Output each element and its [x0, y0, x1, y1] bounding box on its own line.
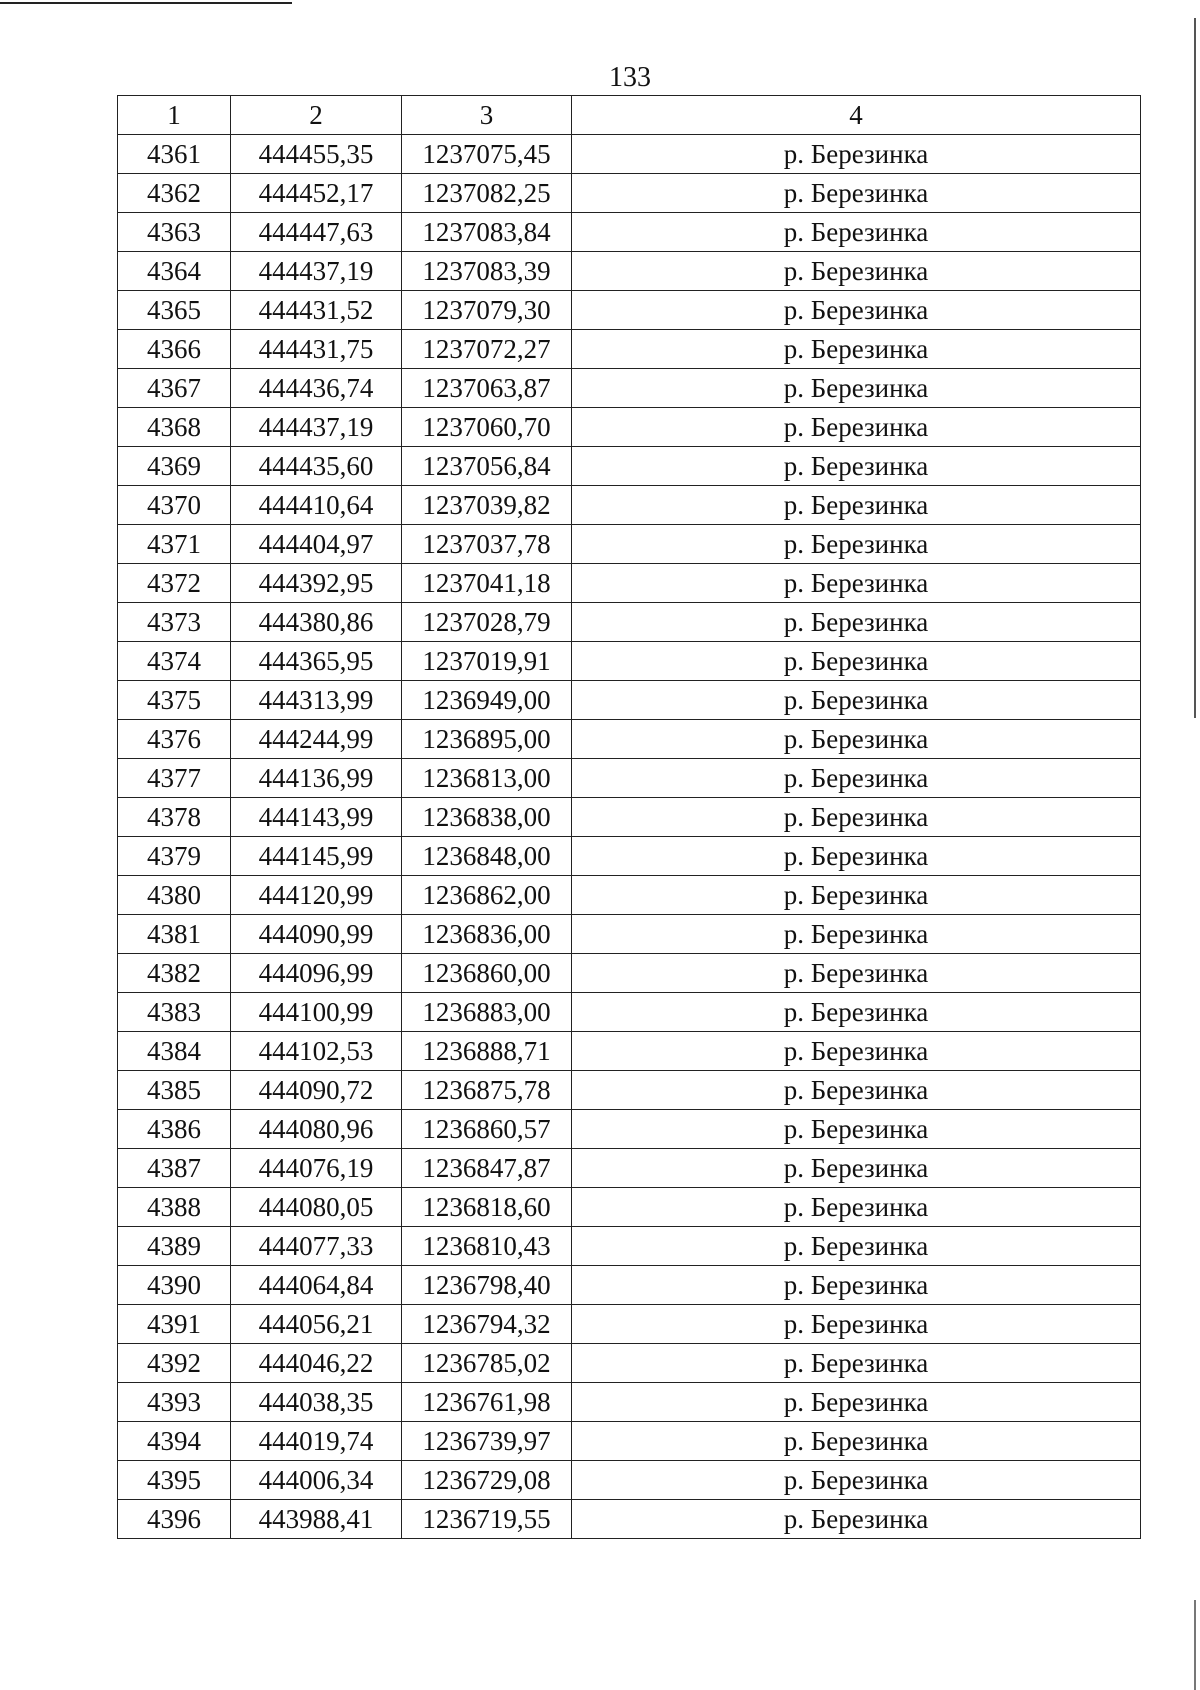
y-coordinate-cell: 1236785,02: [402, 1344, 572, 1383]
x-coordinate-cell: 444096,99: [231, 954, 402, 993]
y-coordinate-cell: 1236848,00: [402, 837, 572, 876]
point-number-cell: 4381: [118, 915, 231, 954]
x-coordinate-cell: 444080,96: [231, 1110, 402, 1149]
table-row: [118, 876, 1141, 915]
y-coordinate-cell: 1236818,60: [402, 1188, 572, 1227]
point-number-cell: 4377: [118, 759, 231, 798]
point-number-cell: 4363: [118, 213, 231, 252]
table-row: [118, 1110, 1141, 1149]
x-coordinate-cell: 444090,72: [231, 1071, 402, 1110]
table-row: [118, 1461, 1141, 1500]
table-row: [118, 837, 1141, 876]
y-coordinate-cell: 1236838,00: [402, 798, 572, 837]
description-cell: р. Березинка: [572, 759, 1141, 798]
x-coordinate-cell: 444436,74: [231, 369, 402, 408]
table-row: [118, 954, 1141, 993]
y-coordinate-cell: 1236847,87: [402, 1149, 572, 1188]
point-number-cell: 4389: [118, 1227, 231, 1266]
description-cell: р. Березинка: [572, 1032, 1141, 1071]
point-number-cell: 4372: [118, 564, 231, 603]
y-coordinate-cell: 1237037,78: [402, 525, 572, 564]
y-coordinate-cell: 1236883,00: [402, 993, 572, 1032]
y-coordinate-cell: 1237060,70: [402, 408, 572, 447]
table-row: [118, 759, 1141, 798]
point-number-cell: 4365: [118, 291, 231, 330]
description-cell: р. Березинка: [572, 993, 1141, 1032]
y-coordinate-cell: 1236810,43: [402, 1227, 572, 1266]
y-coordinate-cell: 1237083,39: [402, 252, 572, 291]
header-row: [118, 96, 1141, 135]
x-coordinate-cell: 444090,99: [231, 915, 402, 954]
x-coordinate-cell: 444077,33: [231, 1227, 402, 1266]
table-row: [118, 720, 1141, 759]
table-row: [118, 1383, 1141, 1422]
y-coordinate-cell: 1237079,30: [402, 291, 572, 330]
x-coordinate-cell: 444435,60: [231, 447, 402, 486]
x-coordinate-cell: 444452,17: [231, 174, 402, 213]
description-cell: р. Березинка: [572, 564, 1141, 603]
table-row: [118, 681, 1141, 720]
x-coordinate-cell: 444455,35: [231, 135, 402, 174]
table-row: [118, 525, 1141, 564]
description-cell: р. Березинка: [572, 1383, 1141, 1422]
x-coordinate-cell: 443988,41: [231, 1500, 402, 1539]
x-coordinate-cell: 444437,19: [231, 252, 402, 291]
point-number-cell: 4376: [118, 720, 231, 759]
y-coordinate-cell: 1237056,84: [402, 447, 572, 486]
x-coordinate-cell: 444038,35: [231, 1383, 402, 1422]
x-coordinate-cell: 444102,53: [231, 1032, 402, 1071]
point-number-cell: 4382: [118, 954, 231, 993]
description-cell: р. Березинка: [572, 681, 1141, 720]
y-coordinate-cell: 1236761,98: [402, 1383, 572, 1422]
x-coordinate-cell: 444410,64: [231, 486, 402, 525]
x-coordinate-cell: 444046,22: [231, 1344, 402, 1383]
y-coordinate-cell: 1237028,79: [402, 603, 572, 642]
point-number-cell: 4386: [118, 1110, 231, 1149]
table-row: [118, 642, 1141, 681]
description-cell: р. Березинка: [572, 369, 1141, 408]
point-number-cell: 4387: [118, 1149, 231, 1188]
point-number-cell: 4370: [118, 486, 231, 525]
y-coordinate-cell: 1236949,00: [402, 681, 572, 720]
point-number-cell: 4395: [118, 1461, 231, 1500]
x-coordinate-cell: 444100,99: [231, 993, 402, 1032]
x-coordinate-cell: 444019,74: [231, 1422, 402, 1461]
table-row: [118, 1266, 1141, 1305]
table-row: [118, 447, 1141, 486]
table-row: [118, 330, 1141, 369]
table-row: [118, 1500, 1141, 1539]
y-coordinate-cell: 1236895,00: [402, 720, 572, 759]
y-coordinate-cell: 1237083,84: [402, 213, 572, 252]
description-cell: р. Березинка: [572, 291, 1141, 330]
point-number-cell: 4379: [118, 837, 231, 876]
scan-edge-shadow: [1194, 18, 1196, 718]
point-number-cell: 4396: [118, 1500, 231, 1539]
table-row: [118, 1344, 1141, 1383]
table-row: [118, 1032, 1141, 1071]
x-coordinate-cell: 444145,99: [231, 837, 402, 876]
y-coordinate-cell: 1237039,82: [402, 486, 572, 525]
description-cell: р. Березинка: [572, 1110, 1141, 1149]
table-header: [118, 96, 1141, 135]
description-cell: р. Березинка: [572, 252, 1141, 291]
point-number-cell: 4393: [118, 1383, 231, 1422]
x-coordinate-cell: 444120,99: [231, 876, 402, 915]
y-coordinate-cell: 1236860,57: [402, 1110, 572, 1149]
point-number-cell: 4375: [118, 681, 231, 720]
y-coordinate-cell: 1237063,87: [402, 369, 572, 408]
x-coordinate-cell: 444313,99: [231, 681, 402, 720]
y-coordinate-cell: 1236729,08: [402, 1461, 572, 1500]
description-cell: р. Березинка: [572, 408, 1141, 447]
x-coordinate-cell: 444136,99: [231, 759, 402, 798]
table-row: [118, 1227, 1141, 1266]
x-coordinate-cell: 444447,63: [231, 213, 402, 252]
table-row: [118, 1305, 1141, 1344]
description-cell: р. Березинка: [572, 603, 1141, 642]
header-col-4: 4: [572, 96, 1141, 135]
point-number-cell: 4385: [118, 1071, 231, 1110]
x-coordinate-cell: 444380,86: [231, 603, 402, 642]
point-number-cell: 4373: [118, 603, 231, 642]
y-coordinate-cell: 1236875,78: [402, 1071, 572, 1110]
page-number: 133: [609, 62, 651, 93]
table-row: [118, 486, 1141, 525]
point-number-cell: 4392: [118, 1344, 231, 1383]
scan-corner-line: [0, 2, 292, 4]
description-cell: р. Березинка: [572, 174, 1141, 213]
header-col-3: 3: [402, 96, 572, 135]
x-coordinate-cell: 444404,97: [231, 525, 402, 564]
description-cell: р. Березинка: [572, 798, 1141, 837]
x-coordinate-cell: 444365,95: [231, 642, 402, 681]
description-cell: р. Березинка: [572, 837, 1141, 876]
x-coordinate-cell: 444080,05: [231, 1188, 402, 1227]
y-coordinate-cell: 1237082,25: [402, 174, 572, 213]
x-coordinate-cell: 444056,21: [231, 1305, 402, 1344]
y-coordinate-cell: 1236798,40: [402, 1266, 572, 1305]
x-coordinate-cell: 444143,99: [231, 798, 402, 837]
y-coordinate-cell: 1237041,18: [402, 564, 572, 603]
description-cell: р. Березинка: [572, 642, 1141, 681]
table-row: [118, 408, 1141, 447]
point-number-cell: 4367: [118, 369, 231, 408]
point-number-cell: 4368: [118, 408, 231, 447]
x-coordinate-cell: 444076,19: [231, 1149, 402, 1188]
description-cell: р. Березинка: [572, 876, 1141, 915]
table-body: [118, 135, 1141, 1539]
description-cell: р. Березинка: [572, 135, 1141, 174]
y-coordinate-cell: 1236813,00: [402, 759, 572, 798]
description-cell: р. Березинка: [572, 1071, 1141, 1110]
point-number-cell: 4390: [118, 1266, 231, 1305]
description-cell: р. Березинка: [572, 330, 1141, 369]
table-row: [118, 1422, 1141, 1461]
table-row: [118, 798, 1141, 837]
table-row: [118, 1149, 1141, 1188]
description-cell: р. Березинка: [572, 486, 1141, 525]
point-number-cell: 4371: [118, 525, 231, 564]
point-number-cell: 4380: [118, 876, 231, 915]
y-coordinate-cell: 1237075,45: [402, 135, 572, 174]
y-coordinate-cell: 1236719,55: [402, 1500, 572, 1539]
table-row: [118, 369, 1141, 408]
y-coordinate-cell: 1236862,00: [402, 876, 572, 915]
x-coordinate-cell: 444006,34: [231, 1461, 402, 1500]
y-coordinate-cell: 1237072,27: [402, 330, 572, 369]
table-row: [118, 291, 1141, 330]
x-coordinate-cell: 444437,19: [231, 408, 402, 447]
table-row: [118, 135, 1141, 174]
description-cell: р. Березинка: [572, 915, 1141, 954]
table-row: [118, 1188, 1141, 1227]
table-row: [118, 915, 1141, 954]
table-row: [118, 213, 1141, 252]
point-number-cell: 4391: [118, 1305, 231, 1344]
table-row: [118, 603, 1141, 642]
description-cell: р. Березинка: [572, 1500, 1141, 1539]
x-coordinate-cell: 444431,75: [231, 330, 402, 369]
x-coordinate-cell: 444244,99: [231, 720, 402, 759]
y-coordinate-cell: 1236794,32: [402, 1305, 572, 1344]
description-cell: р. Березинка: [572, 720, 1141, 759]
x-coordinate-cell: 444431,52: [231, 291, 402, 330]
description-cell: р. Березинка: [572, 447, 1141, 486]
table-row: [118, 174, 1141, 213]
point-number-cell: 4378: [118, 798, 231, 837]
description-cell: р. Березинка: [572, 1266, 1141, 1305]
y-coordinate-cell: 1236836,00: [402, 915, 572, 954]
y-coordinate-cell: 1236888,71: [402, 1032, 572, 1071]
description-cell: р. Березинка: [572, 1227, 1141, 1266]
description-cell: р. Березинка: [572, 1305, 1141, 1344]
coordinates-table: [117, 95, 1141, 1539]
point-number-cell: 4388: [118, 1188, 231, 1227]
table-row: [118, 993, 1141, 1032]
table-row: [118, 252, 1141, 291]
description-cell: р. Березинка: [572, 1344, 1141, 1383]
point-number-cell: 4361: [118, 135, 231, 174]
header-col-1: 1: [118, 96, 231, 135]
header-col-2: 2: [231, 96, 402, 135]
x-coordinate-cell: 444064,84: [231, 1266, 402, 1305]
point-number-cell: 4394: [118, 1422, 231, 1461]
description-cell: р. Березинка: [572, 954, 1141, 993]
point-number-cell: 4369: [118, 447, 231, 486]
point-number-cell: 4383: [118, 993, 231, 1032]
y-coordinate-cell: 1236860,00: [402, 954, 572, 993]
point-number-cell: 4374: [118, 642, 231, 681]
point-number-cell: 4384: [118, 1032, 231, 1071]
scan-edge-shadow-lower: [1194, 1600, 1196, 1690]
table-row: [118, 1071, 1141, 1110]
description-cell: р. Березинка: [572, 1461, 1141, 1500]
description-cell: р. Березинка: [572, 525, 1141, 564]
point-number-cell: 4366: [118, 330, 231, 369]
point-number-cell: 4364: [118, 252, 231, 291]
point-number-cell: 4362: [118, 174, 231, 213]
description-cell: р. Березинка: [572, 213, 1141, 252]
description-cell: р. Березинка: [572, 1422, 1141, 1461]
y-coordinate-cell: 1237019,91: [402, 642, 572, 681]
description-cell: р. Березинка: [572, 1188, 1141, 1227]
x-coordinate-cell: 444392,95: [231, 564, 402, 603]
table-row: [118, 564, 1141, 603]
description-cell: р. Березинка: [572, 1149, 1141, 1188]
y-coordinate-cell: 1236739,97: [402, 1422, 572, 1461]
